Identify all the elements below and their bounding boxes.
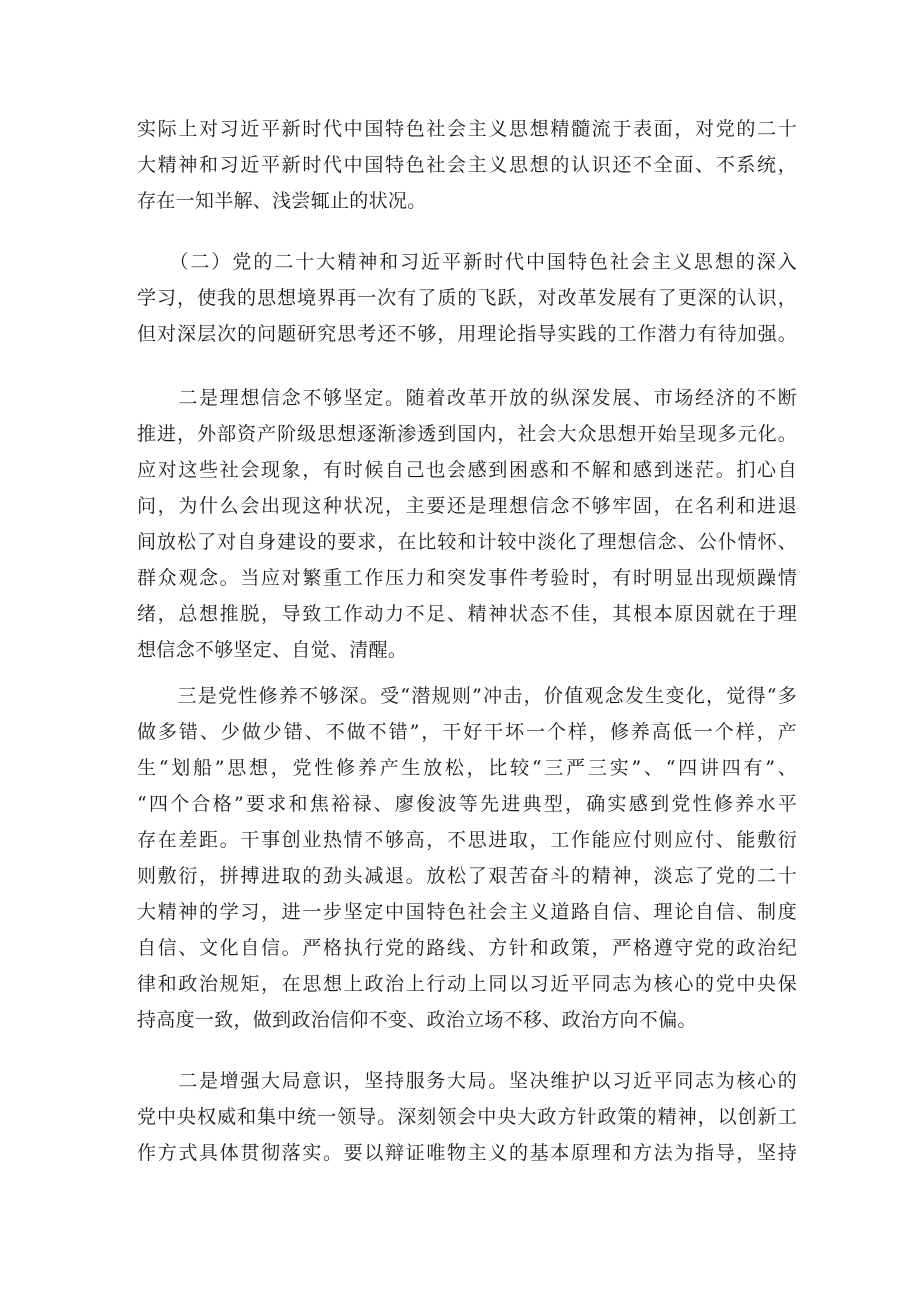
text-line: “四个合格”要求和焦裕禄、廖俊波等先进典型，确实感到党性修养水平 [137, 793, 797, 815]
text-line: 律和政治规矩，在思想上政治上行动上同以习近平同志为核心的党中央保 [137, 973, 797, 995]
paragraph-5 [137, 1063, 797, 1171]
paragraph-3 [137, 380, 797, 668]
text-line: 绪，总想推脱，导致工作动力不足、精神状态不佳，其根本原因就在于理 [137, 603, 797, 625]
text-line: 大精神和习近平新时代中国特色社会主义思想的认识还不全面、不系统， [137, 154, 797, 176]
text-line: 二是增强大局意识，坚持服务大局。坚决维护以习近平同志为核心的 [137, 1070, 797, 1092]
text-line: 实际上对习近平新时代中国特色社会主义思想精髓流于表面，对党的二十 [137, 118, 797, 140]
text-line: 但对深层次的问题研究思考还不够，用理论指导实践的工作潜力有待加强。 [137, 323, 797, 345]
text-line: 大精神的学习，进一步坚定中国特色社会主义道路自信、理论自信、制度 [137, 901, 797, 923]
paragraph-4 [137, 678, 797, 1038]
paragraph-1 [137, 111, 797, 219]
text-line: 推进，外部资产阶级思想逐渐渗透到国内，社会大众思想开始呈现多元化。 [137, 423, 797, 445]
text-line: 存在差距。干事创业热情不够高，不思进取，工作能应付则应付、能敷衍 [137, 829, 797, 851]
text-line: 想信念不够坚定、自觉、清醒。 [137, 639, 408, 661]
text-line: 存在一知半解、浅尝辄止的状况。 [137, 190, 427, 212]
text-line: 问，为什么会出现这种状况，主要还是理想信念不够牢固，在名利和进退 [137, 495, 797, 517]
text-line: 二是理想信念不够坚定。随着改革开放的纵深发展、市场经济的不断 [137, 387, 797, 409]
text-line: 党中央权威和集中统一领导。深刻领会中央大政方针政策的精神，以创新工 [137, 1106, 797, 1128]
text-line: 持高度一致，做到政治信仰不变、政治立场不移、政治方向不偏。 [137, 1009, 697, 1031]
text-line: 则敷衍，拼搏进取的劲头减退。放松了艰苦奋斗的精神，淡忘了党的二十 [137, 865, 797, 887]
text-line: 群众观念。当应对繁重工作压力和突发事件考验时，有时明显出现烦躁情 [137, 567, 797, 589]
text-line: 三是党性修养不够深。受“潜规则”冲击，价值观念发生变化，觉得“多 [137, 685, 797, 707]
text-line: 作方式具体贯彻落实。要以辩证唯物主义的基本原理和方法为指导，坚持 [137, 1142, 797, 1164]
text-line: 学习，使我的思想境界再一次有了质的飞跃，对改革发展有了更深的认识， [137, 287, 797, 309]
text-line: （二）党的二十大精神和习近平新时代中国特色社会主义思想的深入 [137, 251, 797, 273]
text-line: 生“划船”思想，党性修养产生放松，比较“三严三实”、“四讲四有”、 [137, 757, 797, 779]
text-line: 应对这些社会现象，有时候自己也会感到困惑和不解和感到迷茫。扪心自 [137, 459, 797, 481]
text-line: 自信、文化自信。严格执行党的路线、方针和政策，严格遵守党的政治纪 [137, 937, 797, 959]
paragraph-2 [137, 244, 797, 352]
text-line: 做多错、少做少错、不做不错”，干好干坏一个样，修养高低一个样，产 [137, 721, 797, 743]
text-line: 间放松了对自身建设的要求，在比较和计较中淡化了理想信念、公仆情怀、 [137, 531, 797, 553]
